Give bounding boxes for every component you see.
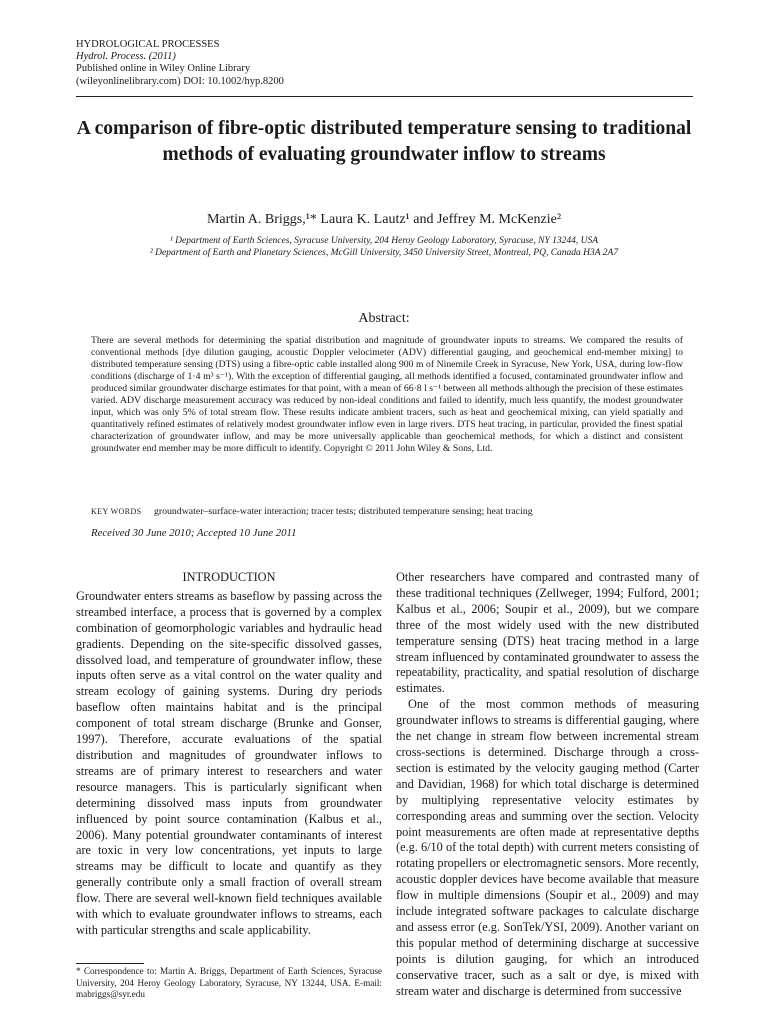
paragraph: One of the most common methods of measuring groundwater inflows to streams is differential gauging, where the net change in stream flow between incremental stream cross-sections is determined. Discharge through a cross-section is estimated by the velocity gauging method (Carter and Davidian, 1968) for which total discharge is determined by multiplying representative velocity estimates by corresponding areas and summing over the section. Velocity point measurements are often made at representative depths (e.g. 6/10 of the total depth) with current meters consisting of rotating propellers or electromagnetic sensors. More recently, acoustic doppler devices have become available that measure flow in multiple dimensions (Soupir et al., 2009) and may include integrated software packages to calculate discharge and assess error (e.g. SonTek/YSI, 2009). Another variant on this popular method of determining discharge at successive points is dilution gauging, for which an introduced conservative tracer, such as a salt or dye, is mixed with stream water and discharge is determined from successive: [396, 697, 700, 998]
introduction-heading: INTRODUCTION: [182, 570, 276, 584]
doi-line: (wileyonlinelibrary.com) DOI: 10.1002/hyp.8200: [76, 75, 284, 87]
abstract-text: There are several methods for determining the spatial distribution and magnitude of groundwater inputs to streams. We compared the results of conventional methods [dye dilution gauging, acoustic Doppler velocimeter (ADV) differential gauging, and geochemical end-member mixing] to distributed temperature sensing (DTS) using a fibre-optic cable installed along 900 m of Ninemile Creek in Syracuse, New York, USA, during low-flow conditions (discharge of 1·4 m³ s⁻¹). With the exception of differential gauging, all methods identified a focused, contaminated groundwater inflow and produced similar groundwater discharge estimates for that point, with a mean of 66·8 l s⁻¹ between all methods although the precision of these estimates varied. ADV discharge measurement accuracy was reduced by non-ideal conditions and failed to identify, much less quantify, the modest groundwater input, which was only 5% of total stream flow. These results indicate ambient tracers, such as heat and geochemical mixing, can yield spatially and quantitatively refined estimates of relatively modest groundwater inflow even in large rivers. DTS heat tracing, in particular, provided the finest spatial characterization of groundwater inflow, and may be more universally applicable than geochemical methods, for which a distinct and consistent groundwater end member may be more difficult to identify. Copyright © 2011 John Wiley & Sons, Ltd.: [91, 335, 683, 454]
abstract-heading: Abstract:: [358, 311, 410, 326]
paragraph: Groundwater enters streams as baseflow by passing across the streambed interface, a process that is governed by a complex combination of geomorphologic variables and hydraulic head gradients. Depending on the site-specific dissolved gasses, dissolved load, and temperature of groundwater inflow, these inputs often serve as a vital control on the water quality and stream ecology of gaining systems. During dry periods baseflow often maintains habitat and is the principal component of total stream discharge (Brunke and Gonser, 1997). Therefore, accurate evaluations of the spatial distribution and magnitudes of groundwater inflows to streams are of primary interest to researchers and water resource managers. This is particularly significant when determining dissolved mass inputs from groundwater influenced by point source contamination (Kalbus et al., 2006). Many potential groundwater contaminants of interest are toxic in very low concentrations, yet inputs to large streams may be difficult to locate and quantify as they generally contribute only a small fraction of overall stream flow. There are several well-known field techniques available with which to evaluate groundwater inflows to streams, each with particular strengths and scale applicability.: [76, 588, 382, 937]
journal-citation: Hydrol. Process. (2011): [76, 51, 176, 63]
footnote-rule: [76, 963, 144, 964]
correspondence-footnote: * Correspondence to: Martin A. Briggs, Department of Earth Sciences, Syracuse University, 204 Heroy Geology Laboratory, Syracuse, NY 13244, USA. E-mail: mabriggs@syr.edu: [76, 966, 382, 1000]
affiliations: [0, 236, 768, 259]
keywords: [91, 506, 683, 517]
paragraph: Other researchers have compared and contrasted many of these traditional techniques (Zellweger, 1994; Fulford, 2001; Kalbus et al., 2006; Soupir et al., 2009), but we compare three of the most widely used with the new distributed temperature sensing (DTS) heat tracing method in a large stream influenced by contaminated groundwater to assess the repeatability, practicality, and spatial resolution of discharge estimates.: [396, 570, 699, 696]
paper-authors: Martin A. Briggs,¹* Laura K. Lautz¹ and Jeffrey M. McKenzie²: [206, 212, 562, 227]
paper-title: A comparison of fibre-optic distributed temperature sensing to traditional methods of evaluating groundwater inflow to streams: [76, 118, 692, 165]
right-column: [396, 570, 699, 999]
received-dates: Received 30 June 2010; Accepted 10 June 2011: [91, 527, 297, 539]
journal-name: HYDROLOGICAL PROCESSES: [76, 39, 220, 50]
keywords-label: KEY WORDS: [91, 507, 142, 516]
header-rule: [76, 96, 693, 97]
keywords-text: groundwater–surface-water interaction; tracer tests; distributed temperature sensing; heat tracing: [153, 506, 533, 517]
affiliation-2: ² Department of Earth and Planetary Sciences, McGill University, 3450 University Street, Montreal, PQ, Canada H3A 2A7: [149, 247, 619, 258]
left-column: [76, 570, 382, 939]
journal-header: [76, 39, 284, 88]
publication-note: Published online in Wiley Online Library: [76, 63, 251, 75]
affiliation-1: ¹ Department of Earth Sciences, Syracuse University, 204 Heroy Geology Laboratory, Syracuse, NY 13244, USA: [169, 236, 599, 246]
